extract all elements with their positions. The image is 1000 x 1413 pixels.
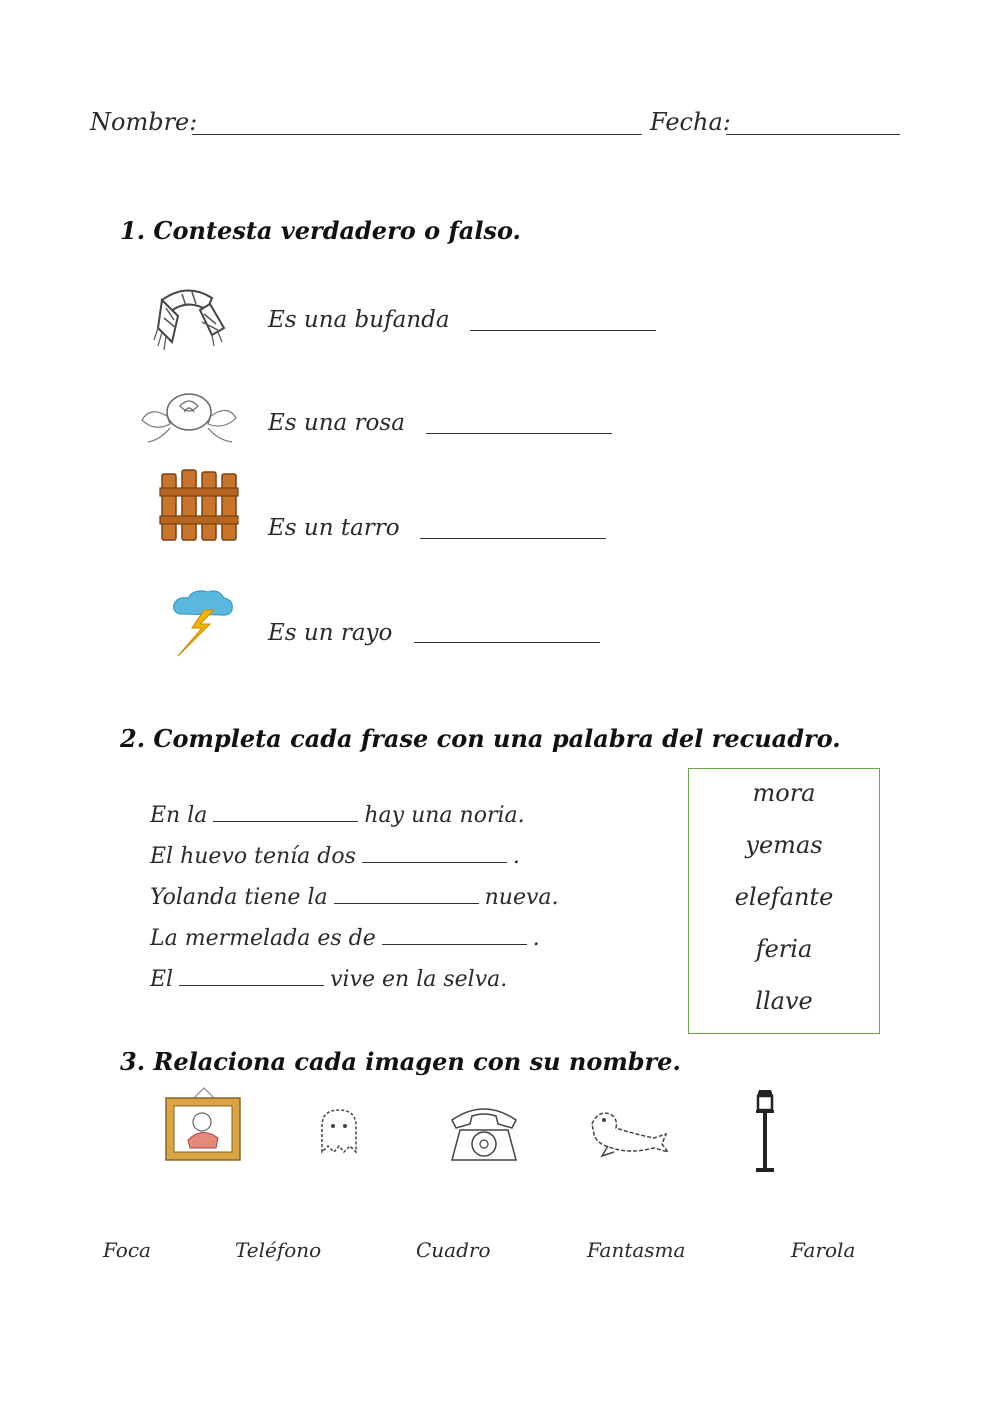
word-box-item[interactable]: elefante bbox=[734, 883, 834, 911]
sentence-1-blank[interactable] bbox=[213, 803, 358, 822]
section-2-title: 2. Completa cada frase con una palabra del recuadro. bbox=[120, 724, 841, 753]
seal-icon[interactable] bbox=[584, 1104, 670, 1162]
sentence-4 bbox=[150, 926, 540, 951]
sentence-3-start: Yolanda tiene la bbox=[150, 885, 328, 910]
answer-field-3[interactable] bbox=[420, 538, 606, 539]
scarf-icon bbox=[152, 280, 227, 355]
sentence-5-blank[interactable] bbox=[179, 967, 324, 986]
answer-field-4[interactable] bbox=[414, 642, 600, 643]
answer-field-1[interactable] bbox=[470, 330, 656, 331]
framed-picture-icon[interactable] bbox=[164, 1086, 244, 1164]
telephone-icon[interactable] bbox=[446, 1100, 522, 1166]
lightning-cloud-icon bbox=[170, 588, 236, 658]
sentence-5-start: El bbox=[150, 967, 174, 992]
sentence-2 bbox=[150, 844, 520, 869]
word-box-item[interactable]: yemas bbox=[745, 831, 823, 859]
answer-field-2[interactable] bbox=[426, 433, 612, 434]
fence-icon bbox=[160, 466, 240, 542]
sentence-3-blank[interactable] bbox=[334, 885, 479, 904]
ghost-icon[interactable] bbox=[314, 1106, 364, 1156]
date-label: Fecha: bbox=[650, 108, 731, 136]
sentence-3 bbox=[150, 885, 559, 910]
sentence-4-blank[interactable] bbox=[382, 926, 527, 945]
statement-3: Es un tarro bbox=[268, 515, 400, 541]
name-option[interactable]: Fantasma bbox=[587, 1238, 686, 1262]
rose-icon bbox=[140, 384, 238, 446]
sentence-5 bbox=[150, 967, 507, 992]
statement-1: Es una bufanda bbox=[268, 307, 450, 333]
sentence-2-start: El huevo tenía dos bbox=[150, 844, 356, 869]
word-box bbox=[688, 768, 880, 1034]
word-box-item[interactable]: llave bbox=[755, 987, 813, 1015]
sentence-1-start: En la bbox=[150, 803, 208, 828]
word-box-item[interactable]: mora bbox=[752, 779, 816, 807]
sentence-2-blank[interactable] bbox=[362, 844, 507, 863]
statement-2: Es una rosa bbox=[268, 410, 405, 436]
name-option[interactable]: Foca bbox=[103, 1238, 151, 1262]
sentence-4-end: . bbox=[532, 926, 540, 951]
name-option[interactable]: Teléfono bbox=[235, 1238, 322, 1262]
name-label: Nombre: bbox=[90, 108, 198, 136]
section-3-title: 3. Relaciona cada imagen con su nombre. bbox=[120, 1047, 681, 1076]
statement-4: Es un rayo bbox=[268, 620, 393, 646]
sentence-3-end: nueva. bbox=[484, 885, 559, 910]
section-1-title: 1. Contesta verdadero o falso. bbox=[120, 216, 521, 245]
sentence-5-end: vive en la selva. bbox=[330, 967, 508, 992]
date-field[interactable] bbox=[726, 134, 900, 135]
sentence-4-start: La mermelada es de bbox=[150, 926, 376, 951]
name-option[interactable]: Farola bbox=[791, 1238, 856, 1262]
name-field[interactable] bbox=[192, 134, 642, 135]
name-option[interactable]: Cuadro bbox=[416, 1238, 491, 1262]
street-lamp-icon[interactable] bbox=[750, 1086, 780, 1174]
sentence-1 bbox=[150, 803, 525, 828]
word-box-item[interactable]: feria bbox=[755, 935, 813, 963]
sentence-2-end: . bbox=[512, 844, 520, 869]
sentence-1-end: hay una noria. bbox=[364, 803, 525, 828]
